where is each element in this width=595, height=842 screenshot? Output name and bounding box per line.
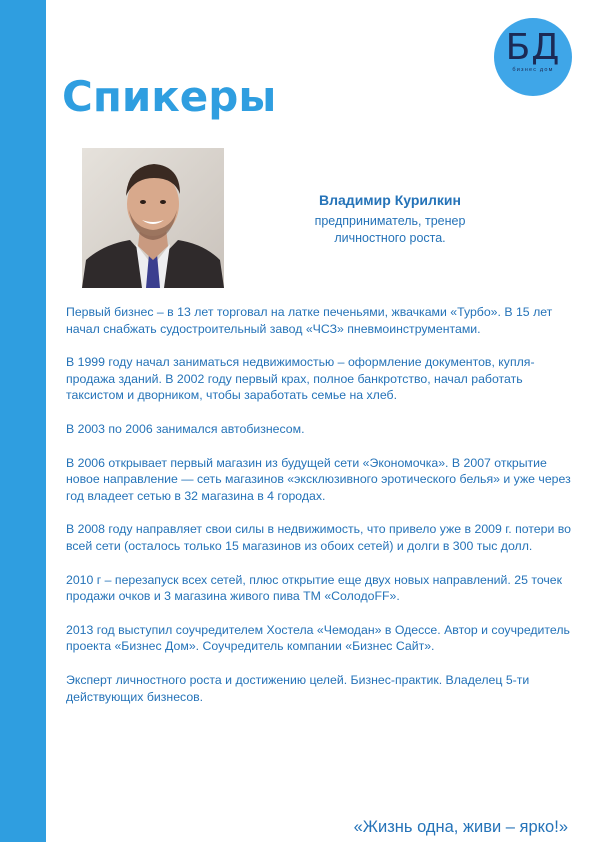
speaker-role <box>290 213 490 247</box>
speaker-photo <box>82 148 224 288</box>
motto-quote: «Жизнь одна, живи – ярко!» <box>353 818 568 836</box>
speaker-name: Владимир Курилкин <box>319 192 461 208</box>
page-title: Спикеры <box>62 72 277 121</box>
speaker-role-line: предприниматель, тренер <box>314 214 466 228</box>
speaker-biography <box>66 304 576 722</box>
bio-paragraph: Первый бизнес – в 13 лет торговал на латке печеньями, жвачками «Турбо». В 15 лет начал снабжать судостроительный завод «ЧСЗ» пневмоинструментами. <box>66 305 553 336</box>
speaker-role-line: личностного роста. <box>334 231 446 245</box>
logo-subtitle: бизнес дом <box>512 67 554 73</box>
speaker-portrait-image <box>82 148 224 288</box>
logo-letters: БД <box>505 27 561 68</box>
bio-paragraph: В 2006 открывает первый магазин из будущей сети «Экономочка». В 2007 открытие новое направление — сеть магазинов «эксклюзивного эротического белья» и уже через год владеет сетью в 32 магазина в 4 городах. <box>66 455 571 503</box>
side-accent-bar <box>0 0 46 842</box>
bio-paragraph: Эксперт личностного роста и достижению целей. Бизнес-практик. Владелец 5-ти действующих бизнесов. <box>66 672 530 704</box>
business-dom-logo <box>494 18 572 96</box>
bio-paragraph: В 1999 году начал заниматься недвижимостью – оформление документов, купля-продажа зданий. В 2002 году первый крах, полное банкротство, начал работать таксистом и дворником, чтобы заработать семье на хлеб. <box>66 355 535 403</box>
bio-paragraph: 2010 г – перезапуск всех сетей, плюс открытие еще двух новых направлений. 25 точек продажи очков и 3 магазина живого пива ТМ «СолодоFF». <box>66 572 563 604</box>
bio-paragraph: В 2008 году направляет свои силы в недвижимость, что привело уже в 2009 г. потери во всей сети (осталось только 15 магазинов из обоих сетей) и долги в 300 тыс долл. <box>66 522 571 553</box>
bio-paragraph: В 2003 по 2006 занимался автобизнесом. <box>66 421 305 436</box>
bio-paragraph: 2013 год выступил соучредителем Хостела «Чемодан» в Одессе. Автор и соучредитель проекта «Бизнес Дом». Соучредитель компании «Бизнес Сайт». <box>66 622 570 654</box>
